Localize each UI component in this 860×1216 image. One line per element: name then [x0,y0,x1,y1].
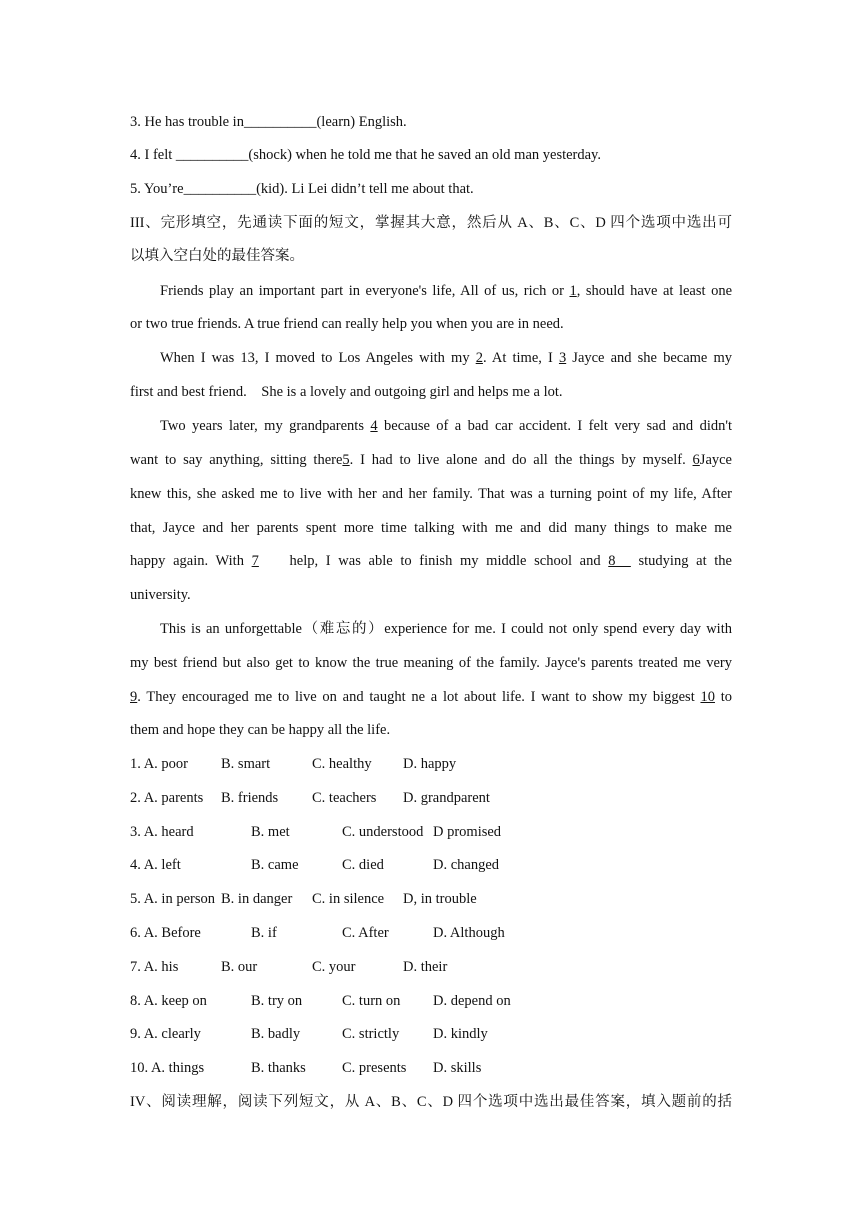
answer-blank: __________ [183,181,257,197]
section-3-heading: III、完形填空，先通读下面的短文，掌握其大意，然后从 A、B、C、D 四个选项中选出可 [130,215,732,231]
option-b: B. friends [221,790,279,806]
passage-line: knew this, she asked me to live with her and her family. That was a turning point of my life, After [130,486,732,502]
option-b: B. met [251,824,290,840]
passage-line: happy again. With 7 help, I was able to finish my middle school and 8 studying at the [130,553,732,569]
option-d: D. kindly [433,1026,488,1042]
option-d: D. their [403,959,448,975]
passage-line: them and hope they can be happy all the life. [130,722,391,738]
blank-9: 9 [130,689,138,705]
option-d: D. Although [433,925,505,941]
option-a: 5. A. in person [130,891,215,907]
option-c: C. After [342,925,389,941]
blank-10: 10 [700,689,715,705]
option-b: B. badly [251,1026,301,1042]
passage-line: 9. They encouraged me to live on and taught ne a lot about life. I want to show my biggest 10 to [130,689,732,705]
question-text: 3. He has trouble in [130,114,244,130]
passage-line: When I was 13, I moved to Los Angeles with my 2. At time, I 3 Jayce and she became my [160,350,733,366]
question-text: (kid). Li Lei didn’t tell me about that. [256,181,474,197]
option-c: C. presents [342,1060,407,1076]
passage-line: university. [130,587,191,603]
option-d: D. skills [433,1060,482,1076]
blank-4: 4 [370,418,378,434]
option-a: 9. A. clearly [130,1026,201,1042]
passage-line: Two years later, my grandparents 4 because of a bad car accident. I felt very sad and didn't [160,418,732,434]
option-c: C. strictly [342,1026,400,1042]
option-d: D. happy [403,756,457,772]
blank-8: 8 [608,553,631,569]
option-b: B. try on [251,993,303,1009]
option-a: 3. A. heard [130,824,194,840]
option-d: D. depend on [433,993,511,1009]
blank-5: 5 [342,452,350,468]
section-4-heading: IV、阅读理解，阅读下列短文，从 A、B、C、D 四个选项中选出最佳答案，填入题前的括 [130,1094,732,1110]
answer-blank: __________ [243,114,317,130]
question-text: (learn) English. [316,114,407,130]
passage-line: want to say anything, sitting there5. I had to live alone and do all the things by myself. 6Jayce [130,452,732,468]
question-text: 5. You’re [130,181,184,197]
option-a: 7. A. his [130,959,179,975]
option-c: C. your [312,959,356,975]
option-b: B. smart [221,756,271,772]
option-d: D. changed [433,857,500,873]
option-a: 10. A. things [130,1060,205,1076]
option-a: 8. A. keep on [130,993,207,1009]
question-3 [130,112,732,132]
option-b: B. if [251,925,277,941]
option-d: D. grandparent [403,790,490,806]
option-b: B. our [221,959,258,975]
passage-line: that, Jayce and her parents spent more time talking with me and did many things to make me [130,520,732,536]
option-b: B. thanks [251,1060,306,1076]
option-a: 6. A. Before [130,925,201,941]
option-b: B. in danger [221,891,293,907]
passage-line: first and best friend. She is a lovely and outgoing girl and helps me a lot. [130,384,563,400]
blank-2: 2 [475,350,483,366]
option-c: C. understood [342,824,424,840]
blank-3: 3 [558,350,567,366]
question-text: (shock) when he told me that he saved an old man yesterday. [248,147,601,163]
question-5 [130,179,732,199]
blank-7: 7 [251,553,259,569]
option-a: 1. A. poor [130,756,188,772]
question-text: 4. I felt [130,147,176,163]
option-c: C. turn on [342,993,401,1009]
passage-line: or two true friends. A true friend can really help you when you are in need. [130,316,564,332]
passage-line: my best friend but also get to know the true meaning of the family. Jayce's parents treated me very [130,655,732,671]
option-c: C. died [342,857,384,873]
option-a: 4. A. left [130,857,181,873]
option-c: C. teachers [312,790,377,806]
blank-6: 6 [692,452,700,468]
option-c: C. in silence [312,891,385,907]
option-a: 2. A. parents [130,790,204,806]
option-d: D promised [433,824,502,840]
section-3-heading-cont: 以填入空白处的最佳答案。 [130,248,304,264]
passage-line: Friends play an important part in everyone's life, All of us, rich or 1, should have at least one [160,283,733,299]
blank-1: 1 [569,283,577,299]
option-d: D, in trouble [403,891,477,907]
option-c: C. healthy [312,756,372,772]
passage-line: This is an unforgettable（难忘的）experience for me. I could not only spend every day with [160,621,732,637]
question-4 [130,145,732,165]
option-b: B. came [251,857,299,873]
answer-blank: __________ [175,147,249,163]
